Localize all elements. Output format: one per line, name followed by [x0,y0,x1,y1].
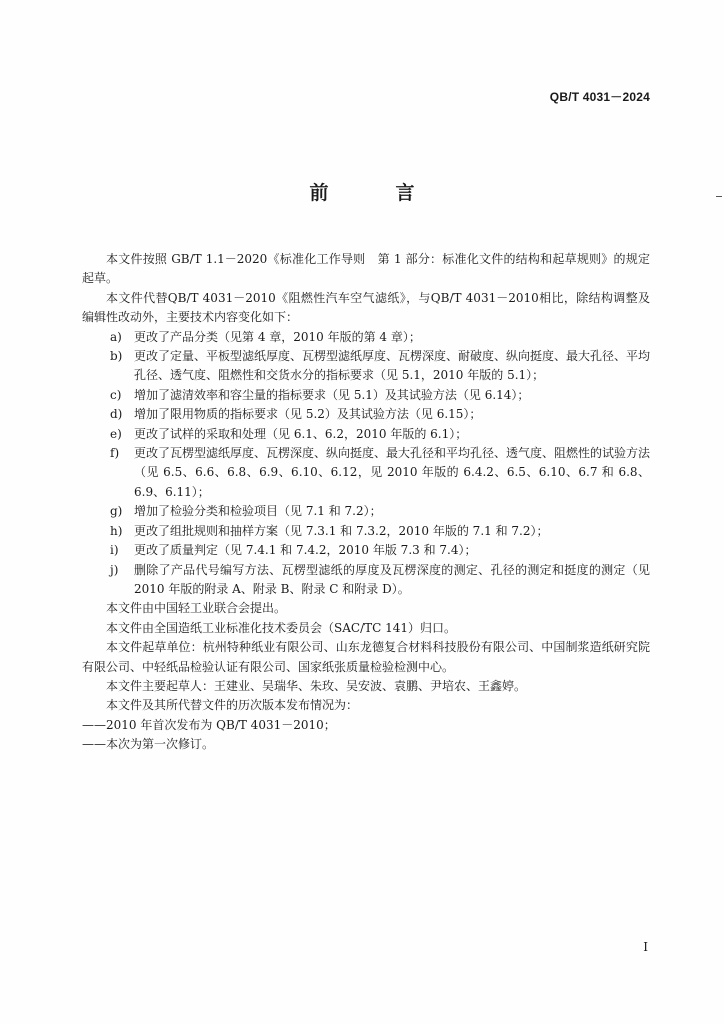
paragraph-history-intro: 本文件及其所代替文件的历次版本发布情况为： [106,698,359,713]
paragraph-replacement: 本文件代替QB/T 4031－2010《阻燃性汽车空气滤纸》，与QB/T 4031－2010相比，除结构调整及编辑性改动外，主要技术内容变化如下： [82,290,650,325]
list-text: 更改了组批规则和抽样方案（见 7.3.1 和 7.3.2，2010 年版的 7.1 和 7.2）； [134,523,549,538]
list-item [82,386,650,405]
list-marker: h) [110,523,123,538]
list-text: 更改了定量、平板型滤纸厚度、瓦楞型滤纸厚度、瓦楞深度、耐破度、纵向挺度、最大孔径、平均孔径、透气度、阻燃性和交货水分的指标要求（见 5.1，2010 年版的 5.1）； [134,349,651,383]
paragraph-committee: 本文件由全国造纸工业标准化技术委员会（SAC/TC 141）归口。 [106,620,457,635]
list-text: 更改了产品分类（见第 4 章，2010 年版的第 4 章）； [134,329,421,344]
list-text: 增加了检验分类和检验项目（见 7.1 和 7.2）； [134,504,382,519]
list-item [82,425,650,444]
list-item [82,522,650,541]
list-item [82,561,650,600]
list-item [82,444,650,502]
list-marker: e) [110,426,122,441]
paragraph-drafting-rule: 本文件按照 GB/T 1.1－2020《标准化工作导则 第 1 部分：标准化文件的结构和起草规则》的规定起草。 [82,252,650,286]
list-marker: a) [110,329,122,344]
foreword-body [82,250,650,755]
paragraph-proposer: 本文件由中国轻工业联合会提出。 [106,601,287,616]
list-marker: d) [110,407,123,422]
page-title: 前 言 [309,182,439,204]
list-marker: j) [110,562,119,577]
list-text: 删除了产品代号编写方法、瓦楞型滤纸的厚度及瓦楞深度的测定、孔径的测定和挺度的测定（见 2010 年版的附录 A、附录 B、附录 C 和附录 D）。 [134,562,650,596]
list-text: 增加了限用物质的指标要求（见 5.2）及其试验方法（见 6.15）； [134,407,482,422]
list-marker: b) [110,349,123,364]
list-text: 更改了质量判定（见 7.4.1 和 7.4.2，2010 年版 7.3 和 7.4）； [134,543,477,558]
list-marker: g) [110,504,123,519]
list-marker: i) [110,543,119,558]
list-marker: c) [110,387,122,402]
list-marker: f) [110,446,120,461]
history-item: ——2010 年首次发布为 QB/T 4031－2010； [82,717,336,732]
page-number: I [643,940,648,954]
paragraph-drafting-units: 本文件起草单位：杭州特种纸业有限公司、山东龙德复合材料科技股份有限公司、中国制浆造纸研究院有限公司、中轻纸品检验认证有限公司、国家纸张质量检验检测中心。 [82,640,650,674]
list-text: 更改了试样的采取和处理（见 6.1、6.2，2010 年版的 6.1）； [134,426,468,441]
list-item [82,541,650,560]
standard-number: QB/T 4031－2024 [549,90,650,104]
list-item [82,502,650,521]
list-item [82,405,650,424]
history-item: ——本次为第一次修订。 [82,737,215,752]
paragraph-drafters: 本文件主要起草人：王建业、吴瑞华、朱玫、吴安波、袁鹏、尹培农、王鑫婷。 [106,678,527,693]
list-text: 更改了瓦楞型滤纸厚度、瓦楞深度、纵向挺度、最大孔径和平均孔径、透气度、阻燃性的试验方法（见 6.5、6.6、6.8、6.9、6.10、6.12，见 2010 年版的 6.4.2、6.5、6.10、6.7 和 6.8、6.9、6.11）； [134,446,651,499]
list-text: 增加了滤清效率和容尘量的指标要求（见 5.1）及其试验方法（见 6.14）； [134,387,530,402]
list-item [82,347,650,386]
list-item [82,328,650,347]
